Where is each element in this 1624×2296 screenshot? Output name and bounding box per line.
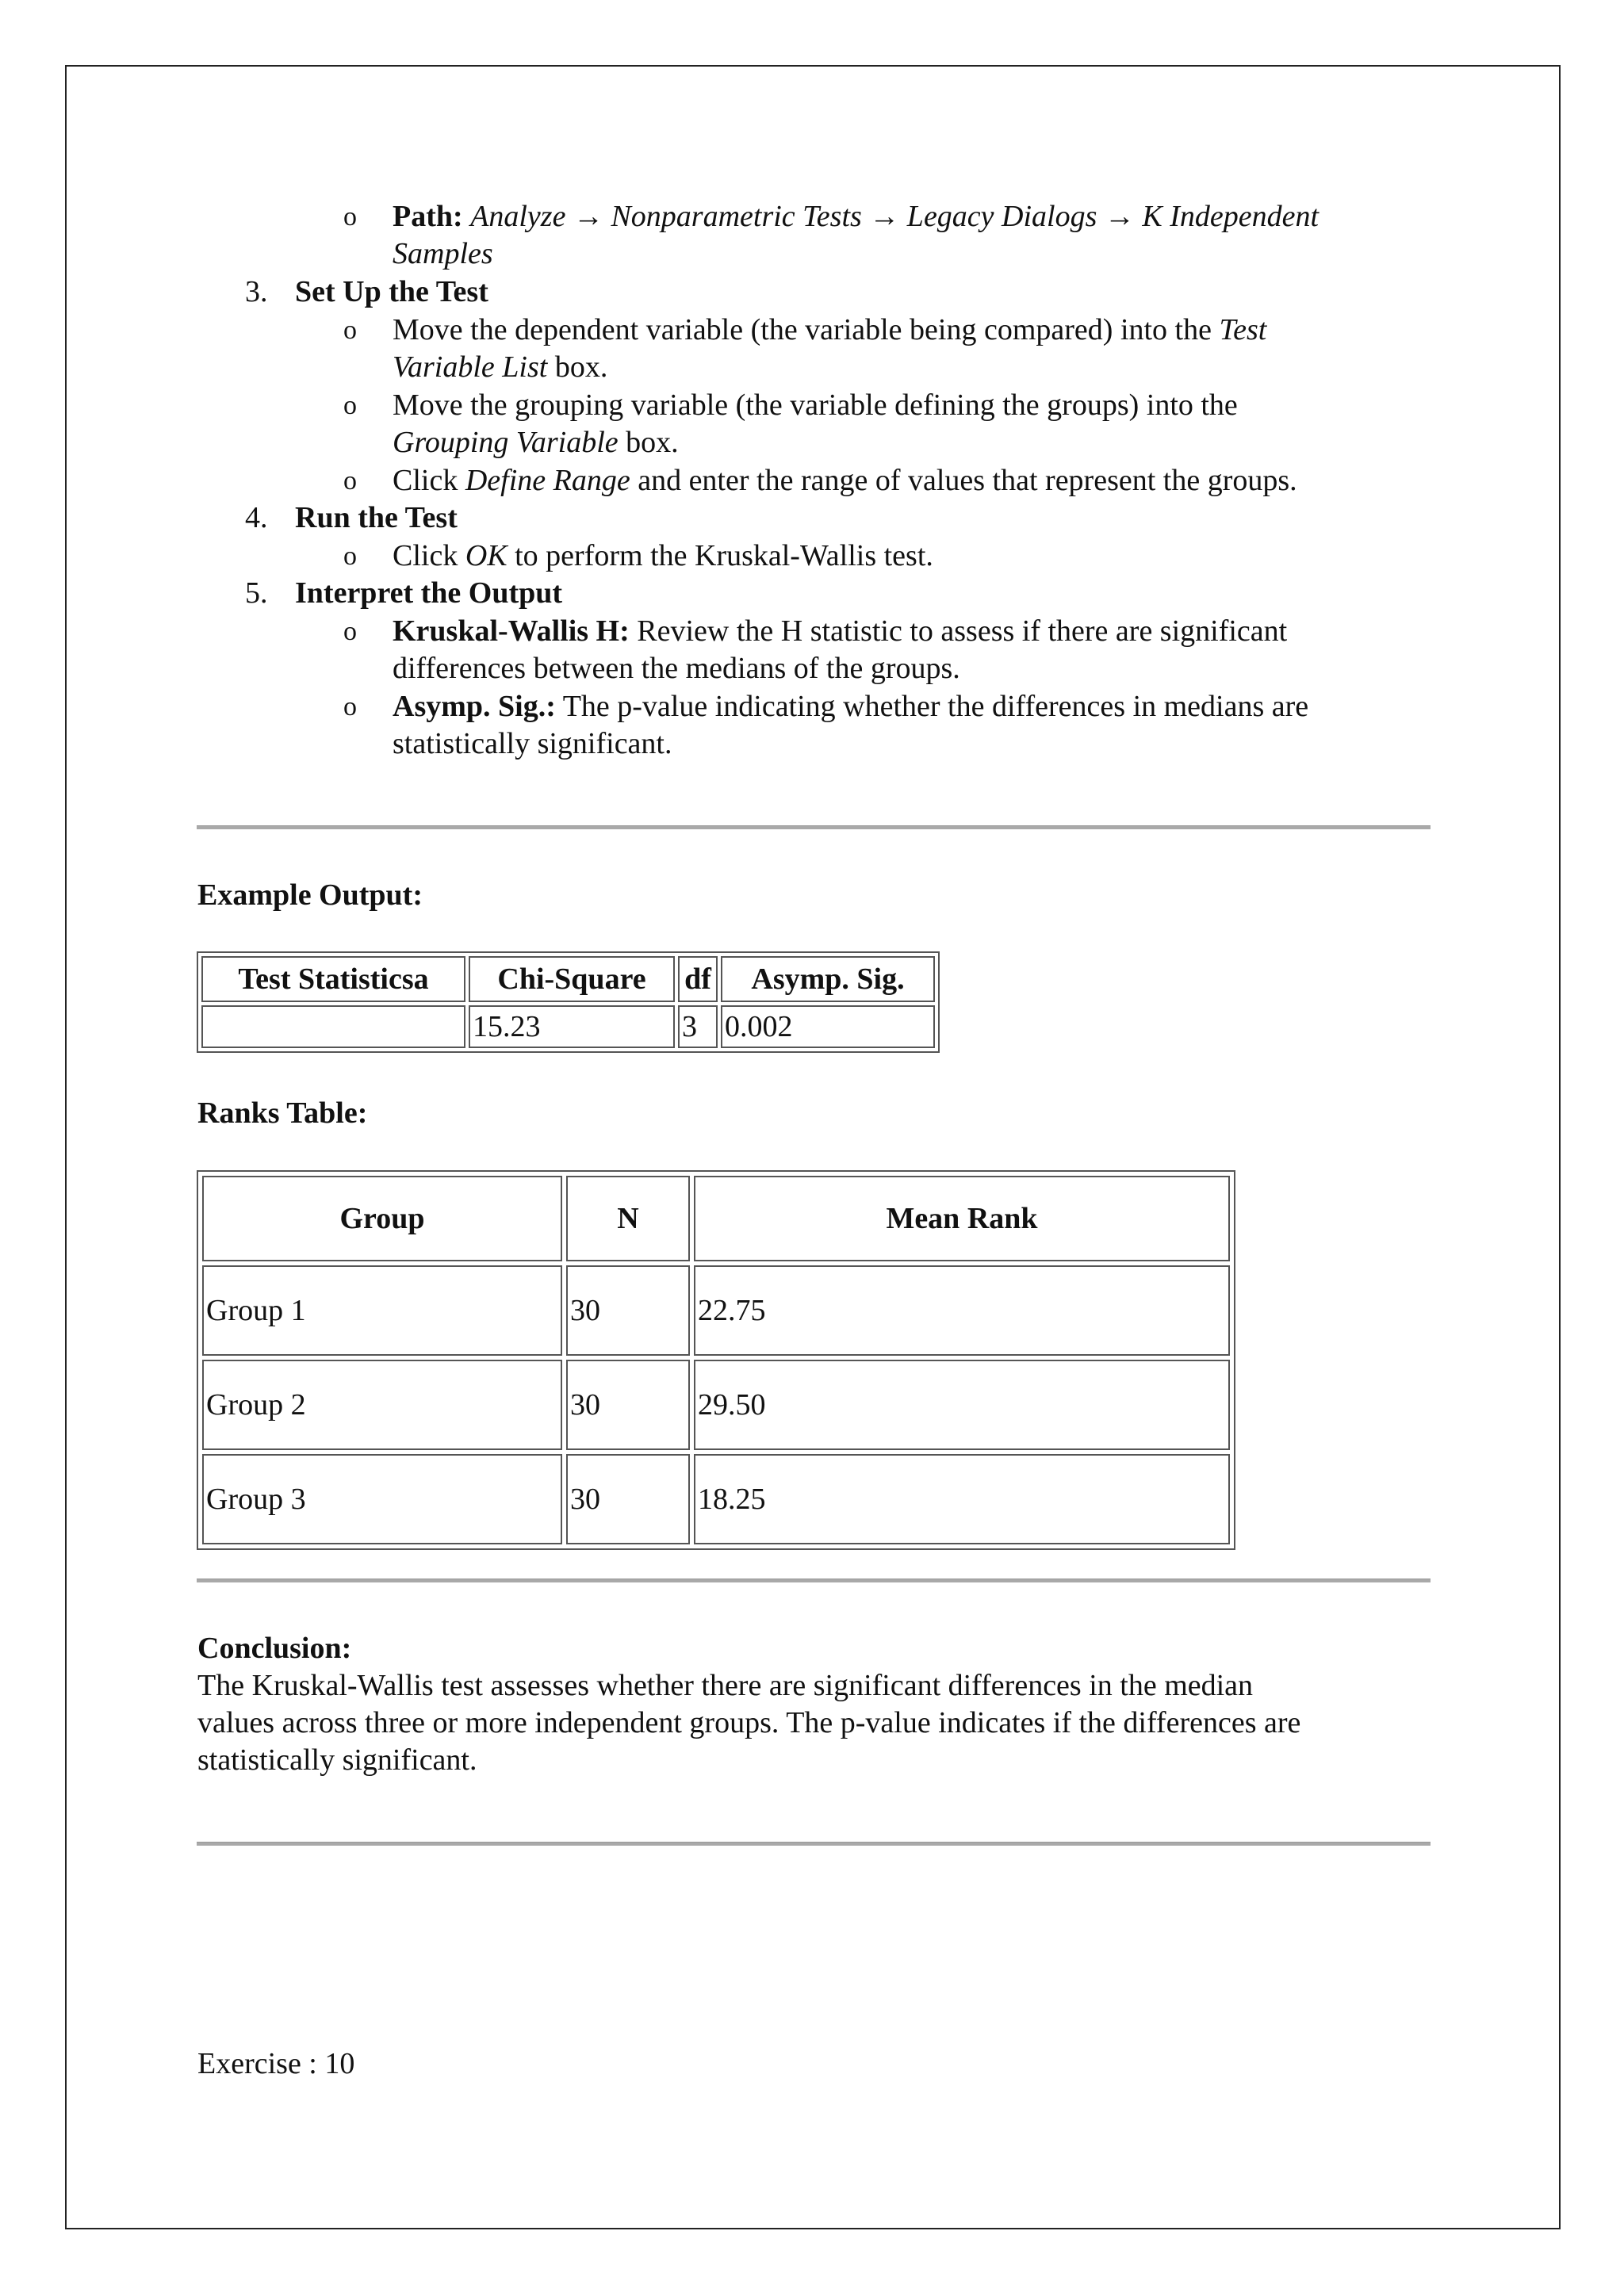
list-item (393, 688, 1423, 763)
table-cell: Group 1 (202, 1265, 562, 1356)
list-item (393, 387, 1423, 461)
item-text: The p-value indicating whether the differences in medians are (555, 690, 1309, 723)
table-cell: 30 (566, 1360, 690, 1450)
item-italic: Test (1219, 313, 1267, 346)
item-italic: Variable List (393, 350, 548, 384)
ranks-table (197, 1170, 1235, 1550)
step-number: 3. (245, 275, 268, 308)
item-text: to perform the Kruskal-Wallis test. (507, 539, 933, 572)
column-header: N (566, 1176, 690, 1261)
column-header: Chi-Square (469, 956, 675, 1002)
table-row (202, 1360, 1230, 1450)
item-label: Asymp. Sig.: (393, 690, 556, 723)
table-cell: 30 (566, 1454, 690, 1544)
path-line1: Analyze → Nonparametric Tests → Legacy Dialogs → K Independent (470, 200, 1320, 233)
item-italic: OK (465, 539, 508, 572)
step-number: 5. (245, 576, 268, 610)
bullet: o (343, 692, 357, 721)
item-text: box. (547, 350, 608, 384)
path-line2: Samples (393, 237, 493, 270)
item-label: Kruskal-Wallis H: (393, 614, 630, 648)
conclusion-line: values across three or more independent groups. The p-value indicates if the differences are (197, 1706, 1301, 1739)
table-cell: 15.23 (469, 1005, 675, 1048)
bullet: o (343, 541, 357, 571)
conclusion-title: Conclusion: (197, 1632, 352, 1665)
conclusion-line: statistically significant. (197, 1743, 477, 1777)
path-label: Path: (393, 200, 463, 233)
divider (197, 1842, 1431, 1846)
list-item (393, 613, 1423, 687)
bullet: o (343, 617, 357, 646)
table-cell: 3 (678, 1005, 718, 1048)
list-item (393, 312, 1423, 386)
list-item (393, 538, 1423, 575)
test-statistics-table (197, 951, 940, 1053)
step-title: Interpret the Output (295, 576, 563, 610)
step-title: Run the Test (295, 501, 458, 534)
column-header: Asymp. Sig. (721, 956, 935, 1002)
list-item (393, 462, 1423, 499)
table-header-row (201, 956, 935, 1002)
table-row (202, 1454, 1230, 1544)
column-header: Test Statisticsa (201, 956, 465, 1002)
table-cell: 0.002 (721, 1005, 935, 1048)
item-text: box. (618, 426, 679, 459)
item-text: differences between the medians of the groups. (393, 652, 960, 685)
exercise-label: Exercise : 10 (197, 2047, 355, 2080)
conclusion-line: The Kruskal-Wallis test assesses whether there are significant differences in the median (197, 1669, 1254, 1702)
column-header: Group (202, 1176, 562, 1261)
item-text: Click (393, 464, 465, 497)
bullet: o (343, 391, 357, 420)
column-header: Mean Rank (694, 1176, 1230, 1261)
item-text: and enter the range of values that represent the groups. (630, 464, 1297, 497)
ranks-title: Ranks Table: (197, 1096, 368, 1130)
example-output-title: Example Output: (197, 878, 423, 912)
table-cell (201, 1005, 465, 1048)
table-cell: Group 3 (202, 1454, 562, 1544)
table-cell: 22.75 (694, 1265, 1230, 1356)
item-text: Review the H statistic to assess if there are significant (629, 614, 1288, 648)
divider (197, 1578, 1431, 1582)
bullet: o (343, 316, 357, 345)
column-header: df (678, 956, 718, 1002)
item-text: statistically significant. (393, 727, 672, 760)
table-row (202, 1265, 1230, 1356)
table-row (201, 1005, 935, 1048)
item-text: Move the grouping variable (the variable defining the groups) into the (393, 388, 1238, 422)
table-cell: 18.25 (694, 1454, 1230, 1544)
item-text: Move the dependent variable (the variable being compared) into the (393, 313, 1220, 346)
item-text: Click (393, 539, 465, 572)
table-header-row (202, 1176, 1230, 1261)
step-number: 4. (245, 501, 268, 534)
path-item (393, 198, 1423, 273)
item-italic: Define Range (465, 464, 630, 497)
conclusion (197, 1630, 1466, 1779)
step-title: Set Up the Test (295, 275, 488, 308)
bullet: o (343, 202, 357, 232)
divider (197, 825, 1431, 829)
item-italic: Grouping Variable (393, 426, 619, 459)
bullet: o (343, 466, 357, 496)
table-cell: Group 2 (202, 1360, 562, 1450)
table-cell: 29.50 (694, 1360, 1230, 1450)
table-cell: 30 (566, 1265, 690, 1356)
